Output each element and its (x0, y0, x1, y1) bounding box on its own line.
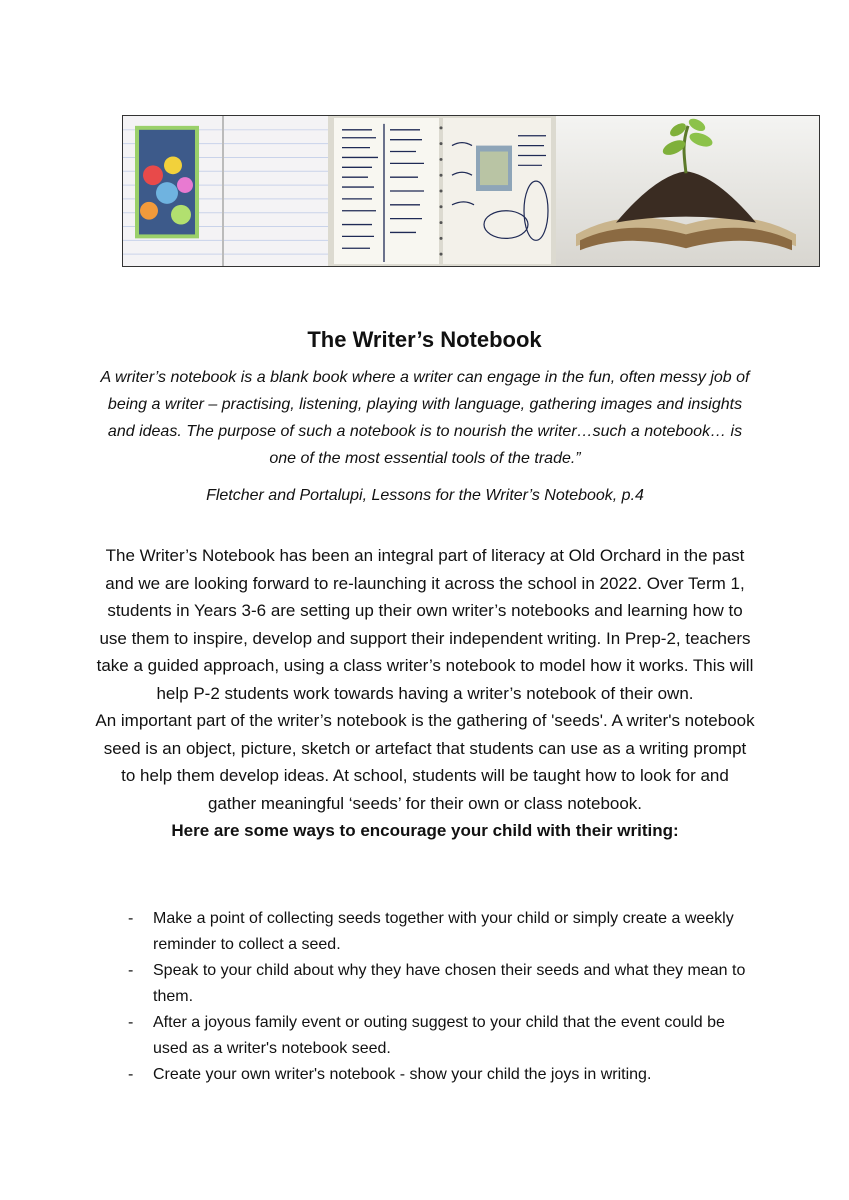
notebook-page-image (328, 116, 556, 266)
tip-text: Create your own writer's notebook - show your child the joys in writing. (153, 1066, 652, 1083)
list-item (120, 958, 760, 1010)
body-paragraph-1: The Writer’s Notebook has been an integral part of literacy at Old Orchard in the past and we are looking forward to re-launching it across the school in 2022. Over Term 1, students in Years 3-6 are setting up their own writer’s notebooks and learning how to use them to inspire, develop and support their independent writing. In Prep-2, teachers take a guided approach, using a class writer’s notebook to model how it works. This will help P-2 students work towards having a writer’s notebook of their own. (96, 546, 754, 703)
quote-citation: Fletcher and Portalupi, Lessons for the Writer’s Notebook, p.4 (206, 487, 644, 504)
tips-heading: Here are some ways to encourage your child with their writing: (171, 821, 679, 840)
body-paragraph-2: An important part of the writer’s notebook is the gathering of 'seeds'. A writer's notebook seed is an object, picture, sketch or artefact that students can use as a writing prompt to help them develop ideas. At school, students will be taught how to look for and gather meaningful ‘seeds’ for their own or class notebook. (95, 711, 755, 813)
tip-text: After a joyous family event or outing suggest to your child that the event could be used as a writer's notebook seed. (153, 1014, 725, 1057)
tips-list (120, 906, 760, 1088)
seedling-book-image (556, 116, 819, 266)
tip-text: Speak to your child about why they have chosen their seeds and what they mean to them. (153, 962, 746, 1005)
tip-text: Make a point of collecting seeds together with your child or simply create a weekly reminder to collect a seed. (153, 910, 734, 953)
list-item (120, 1010, 760, 1062)
bullet-dash: - (128, 1066, 134, 1083)
bullet-dash: - (128, 910, 134, 927)
body-text (95, 542, 755, 845)
page-title: The Writer’s Notebook (307, 327, 542, 352)
bullet-dash: - (128, 1014, 134, 1031)
seeds-for-writing-image (123, 116, 328, 266)
quote-text: A writer’s notebook is a blank book where a writer can engage in the fun, often messy job of being a writer – practising, listening, playing with language, gathering images and insights and ideas. The purpose of such a notebook is to nourish the writer…such a notebook… is one of the most essential tools of the trade.” (100, 369, 750, 467)
notebook-quote (100, 364, 750, 509)
header-banner (122, 115, 820, 267)
bullet-dash: - (128, 962, 134, 979)
list-item (120, 1062, 760, 1088)
list-item (120, 906, 760, 958)
